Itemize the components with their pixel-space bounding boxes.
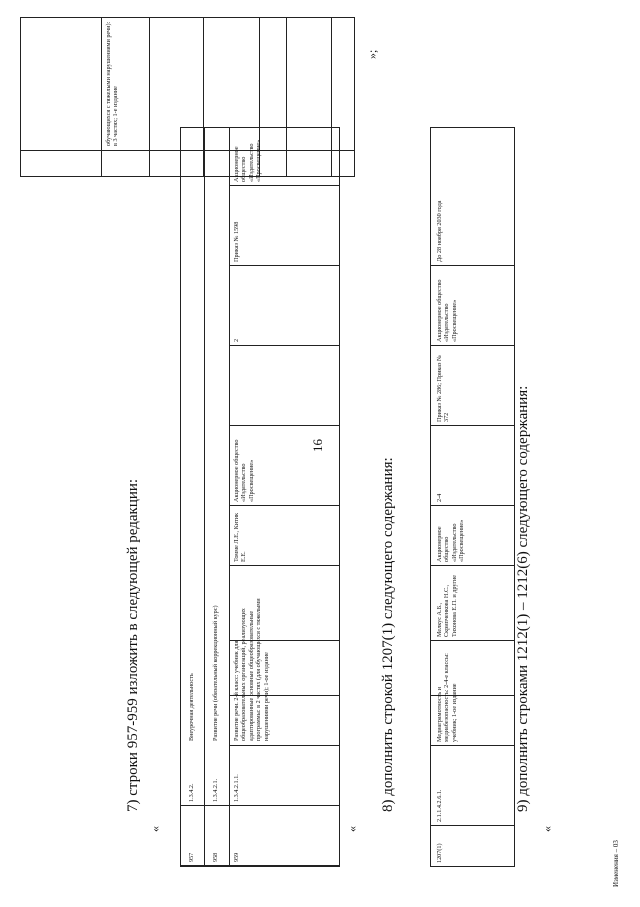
row-959-title: Развитие речи. 2-й класс: учебник для общеобразовательных организаций, реализующих адаптированные основные общеобразовательные программы: в 2 частях (для обучающихся с тяжелыми нарушениями речи); 1-ое издание — [233, 598, 270, 741]
table-957-959 — [180, 127, 340, 867]
row-1207-order: Приказ № 286; Приказ № 372 — [436, 355, 451, 422]
row-959-authors: Томме Л.Е., Китик Е.Е. — [233, 512, 248, 562]
row-1207-authors: Мелкус А.Б., Скрипченкова Н.С., Тихонова Е.П. и другие — [436, 574, 458, 637]
row-1207-num: 1207(1) — [436, 843, 443, 863]
row-959-num: 959 — [233, 852, 240, 862]
row-959-class: 2 — [233, 338, 240, 342]
row-959-legal: Акционерное общество «Издательство «Просвещение» — [233, 139, 263, 182]
open-quote: « — [148, 826, 162, 832]
top-table-tail-text: обучающихся с тяжелыми нарушениями речи): в 3 частях; 1-е издание — [105, 21, 120, 146]
row-959-code: 1.3.4.2.1.1. — [233, 774, 240, 802]
section-7-heading: 7) строки 957-959 изложить в следующей редакции: — [125, 478, 141, 812]
row-1207-code: 2.1.1.4.2.6.1. — [436, 789, 443, 822]
section-9-heading: 9) дополнить строками 1212(1) – 1212(6) следующего содержания: — [515, 385, 531, 812]
row-959-order: Приказ № 1598 — [233, 221, 240, 262]
page-footer: Изменения – 03 — [612, 840, 620, 887]
row-1207-legal: Акционерное общество «Издательство «Просвещение» — [436, 279, 458, 342]
section-8-heading: 8) дополнить строкой 1207(1) следующего содержания: — [380, 457, 396, 812]
row-1207-publisher: Акционерное общество «Издательство «Просвещение» — [436, 519, 466, 562]
row-958-code: 1.3.4.2.1. — [212, 778, 219, 802]
open-quote: « — [345, 826, 359, 832]
row-1207-valid: До 28 ноября 2030 года — [436, 200, 443, 262]
table-1207-1 — [430, 127, 515, 867]
close-quote: »; — [365, 49, 379, 59]
row-957-code: 1.3.4.2. — [188, 783, 195, 802]
row-957-text: Внеурочная деятельность — [188, 673, 195, 741]
page-number: 16 — [310, 439, 325, 452]
row-957-num: 957 — [188, 852, 195, 862]
row-958-text: Развитие речи (обязательный коррекционный курс) — [212, 605, 219, 741]
open-quote: « — [540, 826, 554, 832]
row-959-publisher: Акционерное общество «Издательство «Просвещение» — [233, 439, 255, 502]
row-958-num: 958 — [212, 852, 219, 862]
row-1207-title: Медиаграмотность и медиабезопасность: 2-4-е классы: учебник; 1-ое издание — [436, 653, 458, 742]
row-1207-class: 2-4 — [436, 493, 443, 502]
